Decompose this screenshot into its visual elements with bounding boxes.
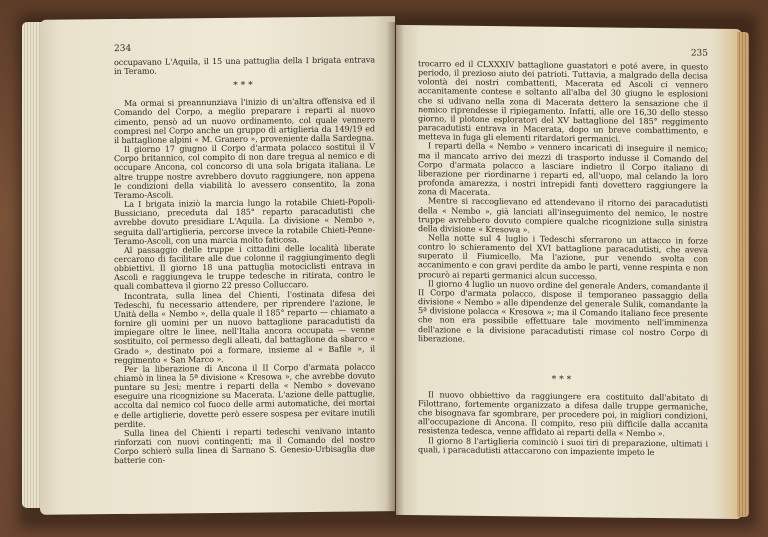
right-paragraph: Nella notte sul 4 luglio i Tedeschi sferrarono un attacco in forze contro lo schieramento del XVI battaglione paracadutisti, che aveva superato il Fiumicello. Ma l'azione, pur venendo svolta con accanimento e con gravi perdite da ambo le parti, venne respinta e non procurò ai reparti germanici alcun successo. [418, 232, 708, 281]
left-paragraph: Sulla linea del Chienti i reparti tedeschi venivano intanto rinforzati con nuovi contingenti; ma il Comando del nostro Corpo schierò sulla linea di Sarnano S. Genesio-Urbisaglia due batterie con- [114, 425, 375, 466]
right-paragraph: Il giorno 8 l'artiglieria cominciò i suoi tiri di preparazione, ultimati i quali, i paracadutisti attaccarono con impaziente impeto le [418, 434, 708, 457]
left-page-number: 234 [114, 43, 132, 55]
left-paragraph: Il giorno 17 giugno il Corpo d'armata polacco sostituì il V Corpo britannico, col compito di non dare tregua al nemico e di occupare Ancona, col concorso di una sola brigata italiana. Le altre truppe nostre avrebbero dovuto raggiungere, non appena le condizioni della viabilità lo avessero consentito, la zona Teramo-Ascoli. [114, 141, 375, 200]
left-page [40, 16, 395, 515]
left-paragraph: Incontrata, sulla linea del Chienti, l'ostinata difesa dei Tedeschi, fu necessario attendere, per riprendere l'azione, le Unità della « Nembo », della quale il 185° reparto — chiamato a fornire gli uomini per un nuovo battaglione paracadutisti da impiegare oltre le linee, nell'Italia ancora occupata — venne sostituito, col permesso degli alleati, dal battaglione da sbarco « Grado », destinato poi a formare, insieme al « Bafile », il reggimento « San Marco ». [114, 287, 375, 365]
right-paragraph: Il nuovo obbiettivo da raggiungere era costituito dall'abitato di Filottrano, fortemente organizzato a difesa dalle truppe germaniche, che bisognava far sgombrare, per procedere poi, in migliori condizioni, all'occupazione di Ancona. Il compito, reso più difficile dalla accanita resistenza tedesca, venne affidato ai reparti della « Nembo ». [418, 389, 708, 439]
left-paragraph: Al passaggio delle truppe i cittadini delle località liberate cercarono di facilitare alle due colonne il raggiungimento degli obbiettivi. Il giorno 18 una pattuglia motociclisti entrava in Ascoli e raggiungeva le truppe tedesche in ritirata, contro le quali combatteva il giorno 22 presso Colluccaro. [114, 242, 375, 292]
left-page-text [114, 55, 375, 465]
book-gutter [386, 22, 404, 517]
right-paragraph: I reparti della « Nembo » vennero incaricati di inseguire il nemico; ma il mancato arrivo dei mezzi di trasporto indusse il Comando del Corpo d'armata polacco a lasciare indietro il Corpo italiano di liberazione per riordinarne i reparti ed, all'uopo, mal celando la loro profonda amarezza, i nostri intrepidi fanti dovettero raggiungere la zona di Macerata. [418, 140, 708, 198]
right-page [396, 25, 742, 519]
right-page-text [418, 59, 708, 457]
left-paragraph: Per la liberazione di Ancona il II Corpo d'armata polacco chiamò in linea la 5ª divisione « Kresowa », che avrebbe dovuto puntare su Jesi; mentre i reparti della « Nembo » dovevano eseguire una ricognizione su Macerata. L'azione delle pattuglie, accolta dal nemico col fuoco delle armi automatiche, dei mortai e delle artiglierie, dovette però essere sospesa per evitare inutili perdite. [114, 361, 375, 429]
section-separator: *** [551, 374, 575, 385]
section-separator: *** [233, 80, 256, 92]
left-paragraph: La I brigata iniziò la marcia lungo la rotabile Chieti-Popoli-Bussiciano, preceduta dal 185° reparto paracadutisti che avrebbe dovuto presidiare L'Aquila. La divisione « Nembo », seguita dall'artiglieria, percorse invece la rotabile Chieti-Penne-Teramo-Ascoli, con una marcia molto faticosa. [114, 196, 375, 246]
section-gap [418, 343, 708, 371]
left-paragraph-top: occupavano L'Aquila, il 15 una pattuglia della I brigata entrava in Teramo. [114, 54, 375, 77]
right-paragraph: Mentre si raccoglievano ed attendevano il ritorno dei paracadutisti della « Nembo », già lanciati all'inseguimento del nemico, le nostre truppe avrebbero dovuto compiere qualche ricognizione sulla sinistra della divisione « Kresowa ». [418, 195, 708, 235]
right-page-stack-edge [737, 32, 749, 517]
right-paragraph: trocarro ed il CLXXXIV battaglione guastatori e poté avere, in questo periodo, il prezioso aiuto dei patrioti. Tuttavia, a malgrado della decisa volontà dei nostri combattenti, Macerata ed Ascoli ci vennero accanitamente contese e soltanto all'alba del 30 giugno le esplosioni che si udivano nella zona di Macerata dettero la sensazione che il nemico riprendesse il ripiegamento. Infatti, alle ore 16,30 dello stesso giorno, il plotone esploratori del XV battaglione del 185° reggimento paracadutisti entrava in Macerata, dopo un breve combattimento, e metteva in fuga gli elementi ritardatori germanici. [418, 58, 708, 144]
right-paragraph: Il giorno 4 luglio un nuovo ordine del generale Anders, comandante il II Corpo d'armata polacco, dispose il temporaneo passaggio della divisione « Nembo » alle dipendenze del generale Sulik, comandante la 5ª divisione polacca « Kresowa »; ma il Comando italiano fece presente che non era possibile effettuare tale movimento nell'imminenza dell'azione e la divisione paracadutisti rimase col nostro Corpo di liberazione. [418, 278, 708, 344]
right-page-number: 235 [690, 48, 708, 59]
left-paragraph: Ma ormai si preannunziava l'inizio di un'altra offensiva ed il Comando del Corpo, a meglio preparare i reparti al nuovo cimento, pensò ad un nuovo ordinamento, col quale vennero compresi nel Corpo anche un gruppo di artiglieria da 149/19 ed il battaglione alpini « M. Granero », proveniente dalla Sardegna. [114, 95, 375, 146]
